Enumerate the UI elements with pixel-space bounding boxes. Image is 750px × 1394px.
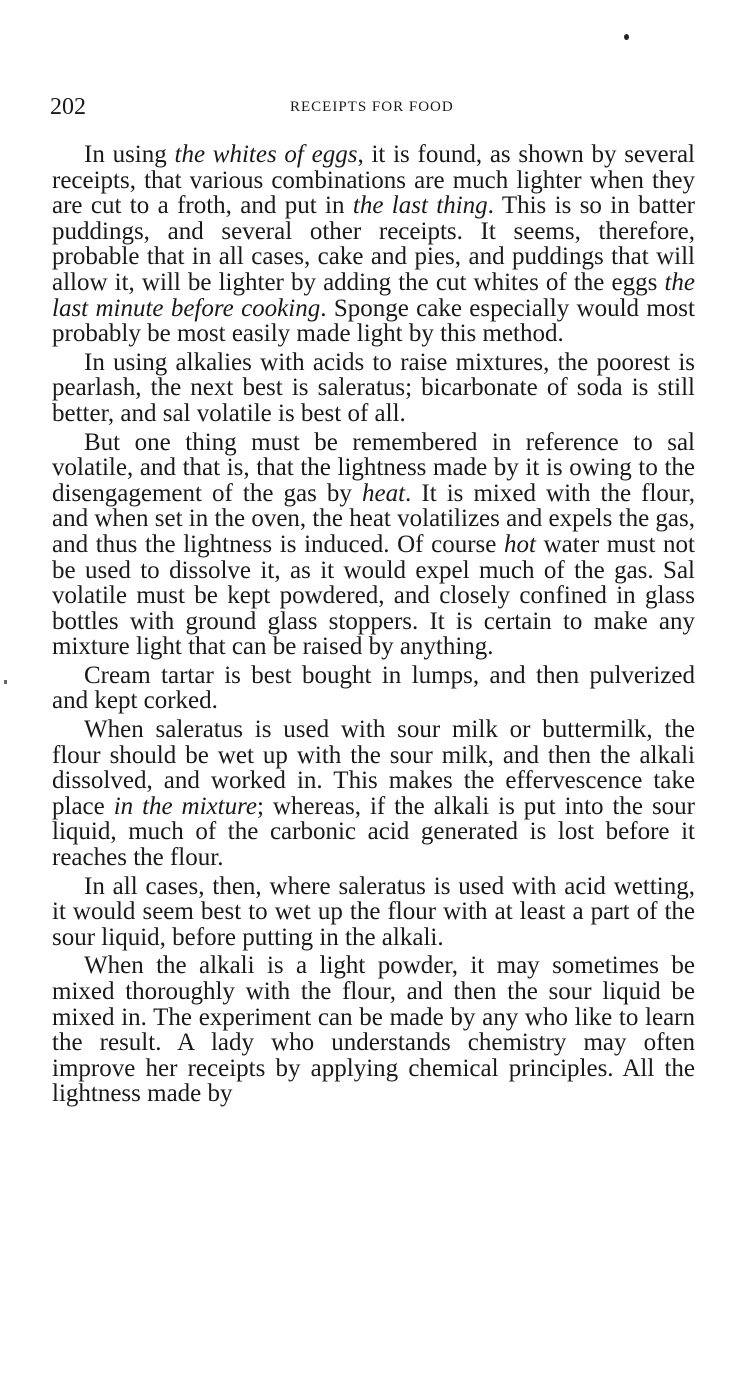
text-run: . Sponge cake especially would most probably be most easily made light by this method. bbox=[52, 294, 695, 348]
margin-speck bbox=[4, 680, 7, 684]
text-run: water must not be used to dissolve it, as it would expel much of the gas. Sal volatile must be kept powdered, and closely confined in glass bottles with ground glass stoppers. It is certain to make any mixture light that can be raised by anything. bbox=[52, 530, 695, 661]
paragraph-sal-volatile bbox=[52, 430, 695, 660]
paragraph-saleratus-sour-milk bbox=[52, 717, 695, 871]
italic-phrase: the last thing bbox=[352, 192, 488, 220]
running-head: RECEIPTS FOR FOOD bbox=[290, 99, 454, 115]
text-run: . This is so in batter puddings, and several other receipts. It seems, therefore, probable that in all cases, cake and pies, and puddings that will allow it, will be lighter by adding the cut whites of the eggs bbox=[52, 192, 696, 296]
paragraph-light-powder bbox=[52, 953, 695, 1107]
page-number: 202 bbox=[50, 94, 86, 120]
text-run: In all cases, then, where saleratus is used with acid wetting, it would seem best to wet up the flour with at least a part of the sour liquid, before putting in the alkali. bbox=[52, 872, 695, 951]
text-run: In using bbox=[84, 141, 175, 168]
text-run: But one thing must be remembered in reference to sal volatile, and that is, that the lightness made by it is owing to the disengagement of the gas by bbox=[52, 428, 695, 507]
text-run: In using alkalies with acids to raise mixtures, the poorest is pearlash, the next best is saleratus; bicarbonate of soda is still better, and sal volatile is best of all. bbox=[52, 348, 695, 427]
italic-phrase: in the mixture bbox=[113, 792, 257, 820]
text-run: When saleratus is used with sour milk or buttermilk, the flour should be wet up with the sour milk, and then the alkali dissolved, and worked in. This makes the effervescence take place bbox=[52, 716, 695, 820]
text-run: . It is mixed with the flour, and when set in the oven, the heat volatilizes and expels the gas, and thus the lightness is induced. Of course bbox=[52, 479, 695, 558]
ink-speck bbox=[624, 34, 629, 40]
text-run: When the alkali is a light powder, it may sometimes be mixed thoroughly with the flour, and then the sour liquid be mixed in. The experiment can be made by any who like to learn the result. A lady who understands chemistry may often improve her receipts by applying chemical principles. All the lightness made by bbox=[52, 952, 695, 1108]
text-run: ; whereas, if the alkali is put into the sour liquid, much of the carbonic acid generated is lost before it reaches the flour. bbox=[52, 792, 696, 872]
paragraph-acid-wetting bbox=[52, 874, 695, 951]
text-run: , it is found, as shown by several receipts, that various combinations are much lighter when they are cut to a froth, and put in bbox=[52, 141, 695, 220]
italic-phrase: the whites of eggs bbox=[174, 141, 358, 168]
text-run: Cream tartar is best bought in lumps, and then pulverized and kept corked. bbox=[52, 661, 695, 715]
italic-phrase: heat bbox=[362, 479, 406, 507]
italic-phrase: hot bbox=[504, 530, 536, 558]
paragraph-cream-tartar bbox=[52, 663, 695, 714]
paragraph-alkalies bbox=[52, 350, 695, 427]
italic-phrase: the last minute before cooking bbox=[52, 268, 695, 322]
paragraph-whites-of-eggs bbox=[52, 142, 695, 347]
page-header bbox=[50, 92, 696, 122]
body-text bbox=[52, 142, 695, 1110]
